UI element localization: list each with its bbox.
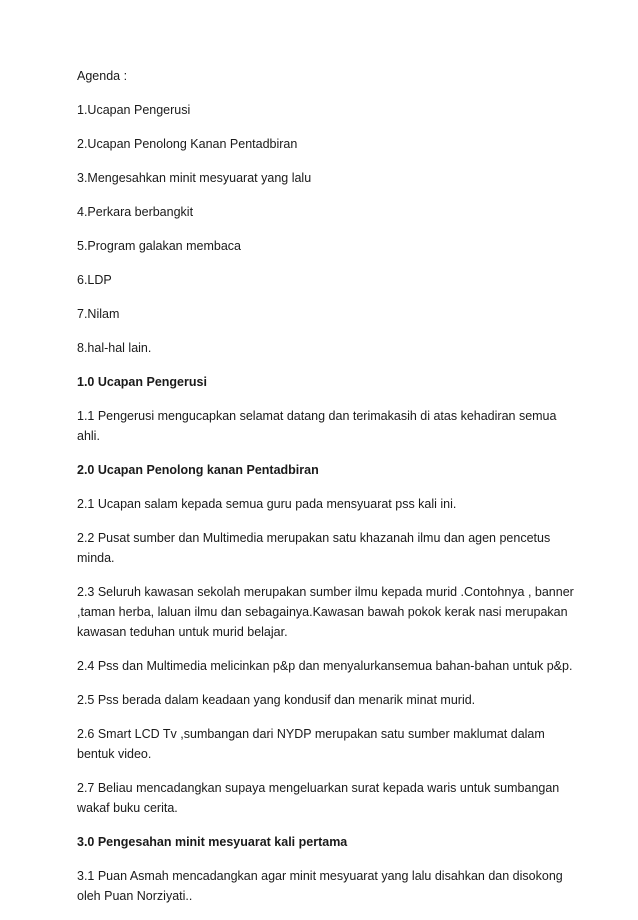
agenda-title: Agenda : <box>77 69 128 83</box>
agenda-item: 6.LDP <box>77 273 112 287</box>
agenda-item: 8.hal-hal lain. <box>77 341 152 355</box>
section-heading: 2.0 Ucapan Penolong kanan Pentadbiran <box>77 463 319 477</box>
agenda-item: 3.Mengesahkan minit mesyuarat yang lalu <box>77 171 312 185</box>
paragraph: 1.1 Pengerusi mengucapkan selamat datang dan terimakasih di atas kehadiran semua ahli. <box>77 409 557 443</box>
section-heading: 1.0 Ucapan Pengerusi <box>77 375 207 389</box>
agenda-item: 2.Ucapan Penolong Kanan Pentadbiran <box>77 137 298 151</box>
paragraph: 2.4 Pss dan Multimedia melicinkan p&p dan menyalurkansemua bahan-bahan untuk p&p. <box>77 659 573 673</box>
paragraph: 2.1 Ucapan salam kepada semua guru pada mensyuarat pss kali ini. <box>77 497 457 511</box>
paragraph: 2.2 Pusat sumber dan Multimedia merupakan satu khazanah ilmu dan agen pencetus minda. <box>77 531 551 565</box>
section-heading: 3.0 Pengesahan minit mesyuarat kali pertama <box>77 835 348 849</box>
document-page <box>77 66 577 920</box>
agenda-item: 7.Nilam <box>77 307 120 321</box>
agenda-item: 1.Ucapan Pengerusi <box>77 103 191 117</box>
paragraph: 2.6 Smart LCD Tv ,sumbangan dari NYDP merupakan satu sumber maklumat dalam bentuk video. <box>77 727 545 761</box>
paragraph: 2.3 Seluruh kawasan sekolah merupakan sumber ilmu kepada murid .Contohnya , banner ,taman herba, laluan ilmu dan sebagainya.Kawasan bawah pokok kerak nasi merupakan kawasan teduhan untuk murid belajar. <box>77 585 574 639</box>
paragraph: 2.5 Pss berada dalam keadaan yang kondusif dan menarik minat murid. <box>77 693 476 707</box>
agenda-item: 5.Program galakan membaca <box>77 239 241 253</box>
agenda-item: 4.Perkara berbangkit <box>77 205 194 219</box>
paragraph: 2.7 Beliau mencadangkan supaya mengeluarkan surat kepada waris untuk sumbangan wakaf buku cerita. <box>77 781 560 815</box>
paragraph: 3.1 Puan Asmah mencadangkan agar minit mesyuarat yang lalu disahkan dan disokong oleh Puan Norziyati.. <box>77 869 563 903</box>
